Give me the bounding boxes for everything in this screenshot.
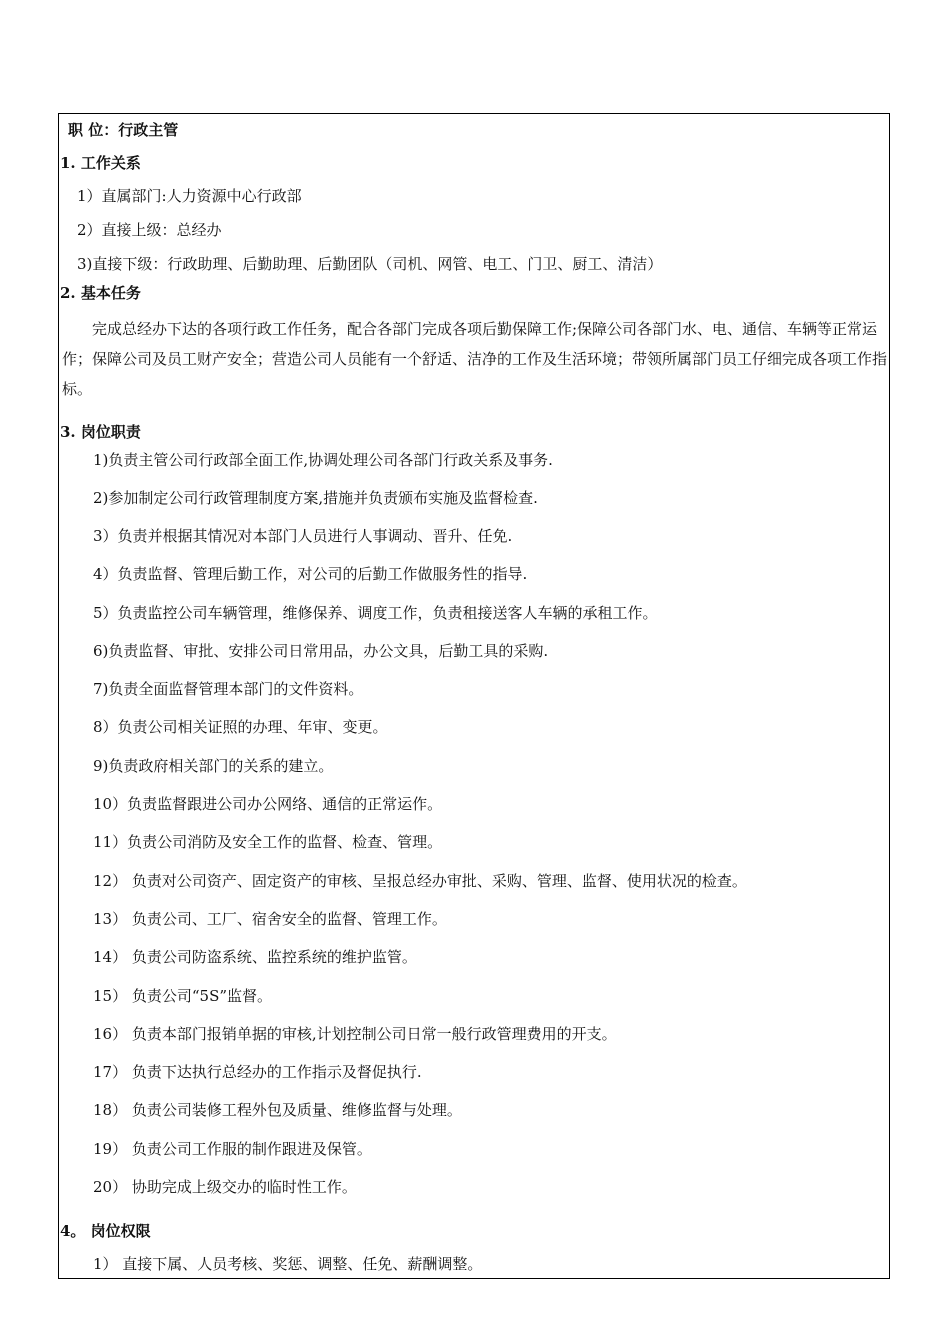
section-heading-authority: 4。 岗位权限 <box>60 1222 151 1240</box>
list-item: 5）负责监控公司车辆管理，维修保养、调度工作，负责租接送客人车辆的承租工作。 <box>93 604 658 622</box>
list-item: 10）负责监督跟进公司办公网络、通信的正常运作。 <box>93 795 443 813</box>
list-item: 1)负责主管公司行政部全面工作,协调处理公司各部门行政关系及事务. <box>93 451 553 469</box>
list-item: 6)负责监督、审批、安排公司日常用品，办公文具，后勤工具的采购. <box>93 642 549 660</box>
list-item: 17） 负责下达执行总经办的工作指示及督促执行. <box>93 1063 422 1081</box>
list-item: 15） 负责公司“5S”监督。 <box>93 987 273 1005</box>
list-item: 11）负责公司消防及安全工作的监督、检查、管理。 <box>93 833 443 851</box>
list-item: 19） 负责公司工作服的制作跟进及保管。 <box>93 1140 372 1158</box>
section-heading-basic-tasks: 2. 基本任务 <box>60 284 141 302</box>
list-item: 18） 负责公司装修工程外包及质量、维修监督与处理。 <box>93 1101 462 1119</box>
list-item: 3)直接下级：行政助理、后勤助理、后勤团队（司机、网管、电工、门卫、厨工、清洁） <box>77 255 663 273</box>
list-item: 16） 负责本部门报销单据的审核,计划控制公司日常一般行政管理费用的开支。 <box>93 1025 617 1043</box>
list-item: 1） 直接下属、人员考核、奖惩、调整、任免、薪酬调整。 <box>93 1255 483 1273</box>
list-item: 9)负责政府相关部门的关系的建立。 <box>93 757 334 775</box>
list-item: 13） 负责公司、工厂、宿舍安全的监督、管理工作。 <box>93 910 447 928</box>
position-title: 职 位：行政主管 <box>68 121 179 139</box>
list-item: 3）负责并根据其情况对本部门人员进行人事调动、晋升、任免. <box>93 527 513 545</box>
list-item: 8）负责公司相关证照的办理、年审、变更。 <box>93 718 388 736</box>
section-heading-duties: 3. 岗位职责 <box>60 423 141 441</box>
list-item: 2）直接上级：总经办 <box>77 221 222 239</box>
section-heading-work-relations: 1. 工作关系 <box>60 154 141 172</box>
basic-tasks-paragraph: 完成总经办下达的各项行政工作任务，配合各部门完成各项后勤保障工作;保障公司各部门水、电、通信、车辆等正常运作；保障公司及员工财产安全；营造公司人员能有一个舒适、洁净的工作及生活环境；带领所属部门员工仔细完成各项工作指标。 <box>62 320 888 398</box>
list-item: 14） 负责公司防盗系统、监控系统的维护监管。 <box>93 948 417 966</box>
list-item: 4）负责监督、管理后勤工作，对公司的后勤工作做服务性的指导. <box>93 565 528 583</box>
list-item: 12） 负责对公司资产、固定资产的审核、呈报总经办审批、采购、管理、监督、使用状况的检查。 <box>93 872 747 890</box>
list-item: 20） 协助完成上级交办的临时性工作。 <box>93 1178 357 1196</box>
list-item: 7)负责全面监督管理本部门的文件资料。 <box>93 680 364 698</box>
list-item: 2)参加制定公司行政管理制度方案,措施并负责颁布实施及监督检查. <box>93 489 538 507</box>
list-item: 1）直属部门:人力资源中心行政部 <box>77 187 302 205</box>
